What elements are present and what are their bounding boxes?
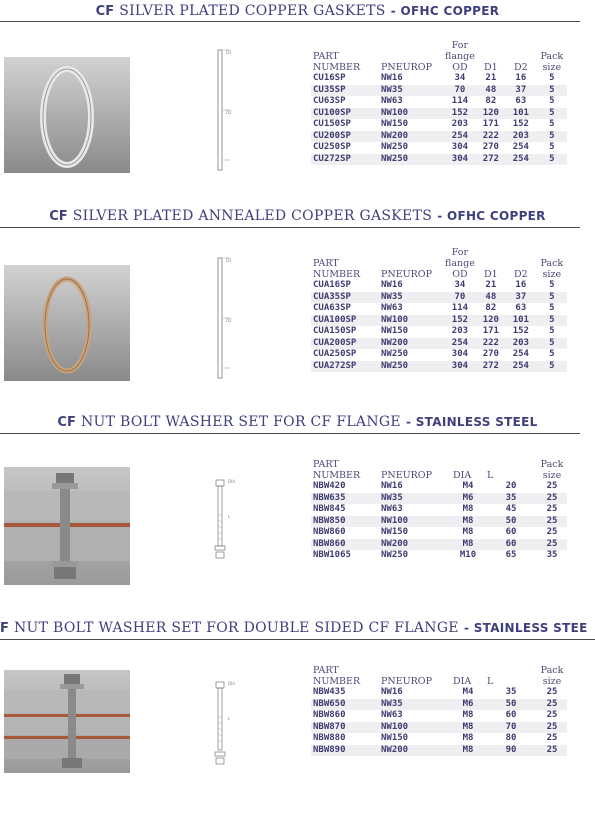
pneurop-cell: NW150 — [381, 527, 409, 537]
value-cell: 35 — [505, 687, 517, 697]
value-cell: 48 — [477, 85, 505, 97]
part-number-cell: NBW845 — [313, 504, 346, 514]
title-material: - OFHC COPPER — [437, 209, 546, 223]
table-body — [311, 687, 567, 756]
pneurop-cell: NW100 — [379, 108, 443, 120]
bolt-photo — [4, 467, 130, 585]
value-cell: 60 — [505, 710, 517, 720]
bolt-drawing — [210, 676, 250, 780]
pneurop-cell: NW200 — [379, 539, 451, 551]
table-row — [311, 85, 567, 97]
title-cf: CF — [95, 4, 115, 19]
part-number-cell: NBW860 — [313, 710, 346, 720]
col-header-od: For flange OD — [445, 247, 475, 280]
value-cell: M6 — [451, 699, 485, 711]
gasket-photo — [4, 57, 130, 173]
value-cell: 34 — [454, 280, 466, 290]
gasket-drawing — [212, 252, 242, 386]
value-cell: 35 — [485, 493, 537, 505]
value-cell: 25 — [537, 539, 567, 551]
col-header-pack: Pack size — [540, 51, 564, 73]
col-header-part: PART NUMBER — [313, 258, 361, 280]
drawing-label-d1: D1 — [226, 258, 232, 263]
table-body — [311, 481, 567, 562]
value-cell: 45 — [505, 504, 517, 514]
pneurop-cell: NW63 — [381, 303, 403, 313]
value-cell: 5 — [549, 119, 555, 129]
value-cell: M8 — [462, 733, 474, 743]
value-cell: 222 — [477, 338, 505, 350]
col-header-dia: DIA — [453, 676, 472, 687]
drawing-label-d2: D2 — [226, 110, 232, 115]
value-cell: 152 — [512, 119, 529, 129]
part-number-cell: CUA35SP — [311, 292, 379, 304]
col-header-part: PART NUMBER — [313, 51, 361, 73]
value-cell: M4 — [462, 481, 474, 491]
value-cell: 65 — [505, 550, 517, 560]
section-title — [0, 411, 595, 431]
part-number-cell: CU63SP — [313, 96, 346, 106]
value-cell: 5 — [537, 131, 567, 143]
divider — [0, 21, 580, 22]
value-cell: 152 — [443, 108, 477, 120]
value-cell: 50 — [485, 516, 537, 528]
value-cell: 222 — [477, 131, 505, 143]
pneurop-cell: NW35 — [379, 493, 451, 505]
pneurop-cell: NW250 — [381, 142, 409, 152]
part-number-cell: NBW635 — [311, 493, 379, 505]
table-row — [311, 73, 567, 85]
value-cell: 34 — [454, 73, 466, 83]
col-header-pneurop: PNEUROP — [381, 470, 432, 481]
gasket-photo — [4, 265, 130, 381]
part-number-cell: NBW850 — [311, 516, 379, 528]
divider — [0, 639, 595, 640]
pneurop-cell: NW150 — [381, 119, 409, 129]
part-number-cell: CU150SP — [313, 119, 351, 129]
value-cell: 101 — [505, 315, 537, 327]
table-row — [311, 96, 567, 108]
value-cell: 254 — [505, 154, 537, 166]
table-row — [311, 493, 567, 505]
table-row — [311, 550, 567, 562]
pneurop-cell: NW200 — [379, 131, 443, 143]
drawing-label-l: L — [228, 514, 231, 519]
gasket-ring-image — [4, 265, 130, 381]
value-cell: 254 — [512, 142, 529, 152]
part-number-cell: CU272SP — [311, 154, 379, 166]
pneurop-cell: NW200 — [379, 745, 451, 757]
drawing-label-l: L — [228, 716, 231, 721]
value-cell: 270 — [482, 349, 499, 359]
value-cell: 272 — [477, 361, 505, 373]
col-header-d1: D1 — [483, 62, 498, 73]
part-number-cell: CUA200SP — [311, 338, 379, 350]
value-cell: 25 — [546, 733, 558, 743]
value-cell: 203 — [451, 119, 469, 129]
part-number-cell: CUA16SP — [313, 280, 351, 290]
value-cell: 60 — [505, 527, 517, 537]
title-main: NUT BOLT WASHER SET FOR DOUBLE SIDED CF FLANGE — [13, 620, 459, 636]
table-body — [311, 280, 567, 372]
table-row — [311, 733, 567, 745]
value-cell: 21 — [485, 280, 497, 290]
value-cell: 254 — [512, 349, 529, 359]
value-cell: 114 — [451, 96, 469, 106]
value-cell: 25 — [546, 687, 558, 697]
value-cell: 171 — [482, 119, 499, 129]
part-number-cell: NBW890 — [311, 745, 379, 757]
pneurop-cell: NW16 — [381, 73, 403, 83]
title-main: NUT BOLT WASHER SET FOR CF FLANGE — [80, 414, 401, 430]
value-cell: 60 — [485, 539, 537, 551]
value-cell: 16 — [515, 73, 527, 83]
value-cell: 5 — [537, 292, 567, 304]
value-cell: 5 — [537, 108, 567, 120]
table-row — [311, 481, 567, 493]
section-title — [0, 617, 595, 637]
table-row — [311, 527, 567, 539]
pneurop-cell: NW16 — [381, 280, 403, 290]
table-row — [311, 108, 567, 120]
pneurop-cell: NW150 — [381, 733, 409, 743]
part-number-cell: CU16SP — [313, 73, 346, 83]
value-cell: M8 — [462, 504, 474, 514]
table-row — [311, 154, 567, 166]
value-cell: 35 — [546, 550, 558, 560]
spec-table — [311, 40, 567, 165]
table-row — [311, 119, 567, 131]
table-row — [311, 516, 567, 528]
table-row — [311, 745, 567, 757]
value-cell: 203 — [451, 326, 469, 336]
value-cell: 5 — [537, 154, 567, 166]
table-row — [311, 315, 567, 327]
value-cell: 70 — [443, 85, 477, 97]
value-cell: 304 — [451, 142, 469, 152]
col-header-part: PART NUMBER — [313, 459, 361, 481]
part-number-cell: CUA272SP — [311, 361, 379, 373]
value-cell: 120 — [477, 108, 505, 120]
divider — [0, 227, 580, 228]
col-header-pneurop: PNEUROP — [381, 269, 432, 280]
table-row — [311, 142, 567, 154]
col-header-pneurop: PNEUROP — [381, 62, 432, 73]
value-cell: 304 — [451, 349, 469, 359]
value-cell: 70 — [443, 292, 477, 304]
value-cell: 25 — [537, 516, 567, 528]
table-row — [311, 710, 567, 722]
value-cell: 82 — [485, 96, 497, 106]
title-material: - OFHC COPPER — [390, 4, 500, 18]
title-cf: CF — [57, 415, 76, 430]
value-cell: M10 — [459, 550, 477, 560]
section-title — [0, 0, 595, 20]
spec-table — [311, 665, 567, 756]
col-header-od: For flange OD — [445, 40, 475, 73]
table-row — [311, 280, 567, 292]
pneurop-cell: NW63 — [381, 710, 403, 720]
value-cell: M8 — [462, 710, 474, 720]
value-cell: 37 — [505, 85, 537, 97]
value-cell: 37 — [505, 292, 537, 304]
col-header-d2: D2 — [513, 269, 528, 280]
divider — [0, 433, 580, 434]
value-cell: 152 — [443, 315, 477, 327]
table-row — [311, 361, 567, 373]
part-number-cell: CUA250SP — [313, 349, 357, 359]
value-cell: M8 — [451, 516, 485, 528]
value-cell: 5 — [549, 280, 555, 290]
table-row — [311, 539, 567, 551]
value-cell: 114 — [451, 303, 469, 313]
bolt-photo — [4, 670, 130, 773]
value-cell: 5 — [537, 361, 567, 373]
part-number-cell: NBW420 — [313, 481, 346, 491]
part-number-cell: CUA63SP — [313, 303, 351, 313]
value-cell: 171 — [482, 326, 499, 336]
value-cell: M8 — [462, 527, 474, 537]
part-number-cell: CU200SP — [311, 131, 379, 143]
pneurop-cell: NW250 — [381, 349, 409, 359]
value-cell: 5 — [537, 85, 567, 97]
value-cell: 203 — [505, 338, 537, 350]
pneurop-cell: NW200 — [379, 338, 443, 350]
value-cell: 70 — [485, 722, 537, 734]
part-number-cell: NBW870 — [311, 722, 379, 734]
pneurop-cell: NW100 — [379, 516, 451, 528]
value-cell: M8 — [451, 722, 485, 734]
value-cell: 5 — [549, 142, 555, 152]
col-header-l: L — [487, 470, 494, 481]
value-cell: 5 — [549, 73, 555, 83]
value-cell: 272 — [477, 154, 505, 166]
col-header-pack: Pack size — [540, 665, 564, 687]
table-row — [311, 504, 567, 516]
value-cell: 5 — [549, 303, 555, 313]
pneurop-cell: NW16 — [381, 687, 403, 697]
pneurop-cell: NW100 — [379, 315, 443, 327]
value-cell: 5 — [549, 96, 555, 106]
part-number-cell: CUA150SP — [313, 326, 357, 336]
col-header-part: PART NUMBER — [313, 665, 361, 687]
value-cell: 203 — [505, 131, 537, 143]
pneurop-cell: NW250 — [379, 361, 443, 373]
value-cell: 25 — [546, 710, 558, 720]
value-cell: 25 — [537, 493, 567, 505]
value-cell: 16 — [515, 280, 527, 290]
col-header-pneurop: PNEUROP — [381, 676, 432, 687]
part-number-cell: NBW860 — [311, 539, 379, 551]
value-cell: 25 — [537, 722, 567, 734]
value-cell: 90 — [485, 745, 537, 757]
value-cell: 270 — [482, 142, 499, 152]
part-number-cell: NBW435 — [313, 687, 346, 697]
col-header-d2: D2 — [513, 62, 528, 73]
part-number-cell: NBW880 — [313, 733, 346, 743]
value-cell: 5 — [537, 338, 567, 350]
value-cell: 304 — [443, 361, 477, 373]
bolt-set-image — [4, 467, 130, 585]
value-cell: 25 — [537, 699, 567, 711]
bolt-drawing — [210, 474, 250, 578]
part-number-cell: CU100SP — [311, 108, 379, 120]
value-cell: 101 — [505, 108, 537, 120]
spec-table — [311, 247, 567, 372]
bolt-set-image — [4, 670, 130, 773]
section-title — [0, 205, 595, 225]
value-cell: 80 — [505, 733, 517, 743]
value-cell: 21 — [485, 73, 497, 83]
table-row — [311, 303, 567, 315]
value-cell: 254 — [443, 131, 477, 143]
part-number-cell: CU250SP — [313, 142, 351, 152]
value-cell: 82 — [485, 303, 497, 313]
pneurop-cell: NW63 — [381, 504, 403, 514]
part-number-cell: NBW650 — [311, 699, 379, 711]
value-cell: 152 — [512, 326, 529, 336]
value-cell: 5 — [537, 315, 567, 327]
drawing-label-dia: DIA — [228, 479, 235, 484]
part-number-cell: CU35SP — [311, 85, 379, 97]
spec-table — [311, 459, 567, 562]
value-cell: M8 — [451, 539, 485, 551]
pneurop-cell: NW250 — [379, 154, 443, 166]
title-material: - STAINLESS STEE — [463, 621, 588, 635]
part-number-cell: NBW1065 — [313, 550, 351, 560]
table-row — [311, 338, 567, 350]
value-cell: 25 — [546, 504, 558, 514]
pneurop-cell: NW100 — [379, 722, 451, 734]
value-cell: 5 — [549, 349, 555, 359]
drawing-label-d2: D2 — [226, 318, 232, 323]
table-row — [311, 699, 567, 711]
gasket-drawing — [212, 44, 242, 178]
col-header-l: L — [487, 676, 494, 687]
value-cell: 304 — [443, 154, 477, 166]
table-row — [311, 326, 567, 338]
part-number-cell: NBW860 — [313, 527, 346, 537]
pneurop-cell: NW35 — [379, 292, 443, 304]
title-material: - STAINLESS STEEL — [405, 415, 538, 429]
value-cell: 120 — [477, 315, 505, 327]
title-cf: F — [0, 621, 9, 636]
value-cell: 63 — [515, 96, 527, 106]
col-header-pack: Pack size — [540, 459, 564, 481]
pneurop-cell: NW35 — [379, 85, 443, 97]
title-main: SILVER PLATED COPPER GASKETS — [119, 3, 386, 19]
col-header-d1: D1 — [483, 269, 498, 280]
drawing-label-d1: D1 — [226, 50, 232, 55]
table-body — [311, 73, 567, 165]
value-cell: 25 — [546, 481, 558, 491]
value-cell: 48 — [477, 292, 505, 304]
title-cf: CF — [49, 209, 68, 224]
drawing-label-dia: DIA — [228, 681, 235, 686]
value-cell: M6 — [451, 493, 485, 505]
table-row — [311, 131, 567, 143]
table-row — [311, 687, 567, 699]
value-cell: M8 — [451, 745, 485, 757]
value-cell: M4 — [462, 687, 474, 697]
col-header-pack: Pack size — [540, 258, 564, 280]
value-cell: 63 — [515, 303, 527, 313]
value-cell: 5 — [549, 326, 555, 336]
value-cell: 25 — [537, 745, 567, 757]
table-row — [311, 292, 567, 304]
table-row — [311, 722, 567, 734]
pneurop-cell: NW35 — [379, 699, 451, 711]
value-cell: 254 — [505, 361, 537, 373]
value-cell: 25 — [546, 527, 558, 537]
value-cell: 20 — [505, 481, 517, 491]
pneurop-cell: NW16 — [381, 481, 403, 491]
part-number-cell: CUA100SP — [311, 315, 379, 327]
value-cell: 254 — [443, 338, 477, 350]
pneurop-cell: NW150 — [381, 326, 409, 336]
title-main: SILVER PLATED ANNEALED COPPER GASKETS — [72, 208, 433, 224]
pneurop-cell: NW250 — [381, 550, 409, 560]
pneurop-cell: NW63 — [381, 96, 403, 106]
table-row — [311, 349, 567, 361]
col-header-dia: DIA — [453, 470, 472, 481]
gasket-ring-image — [4, 57, 130, 173]
value-cell: 50 — [485, 699, 537, 711]
